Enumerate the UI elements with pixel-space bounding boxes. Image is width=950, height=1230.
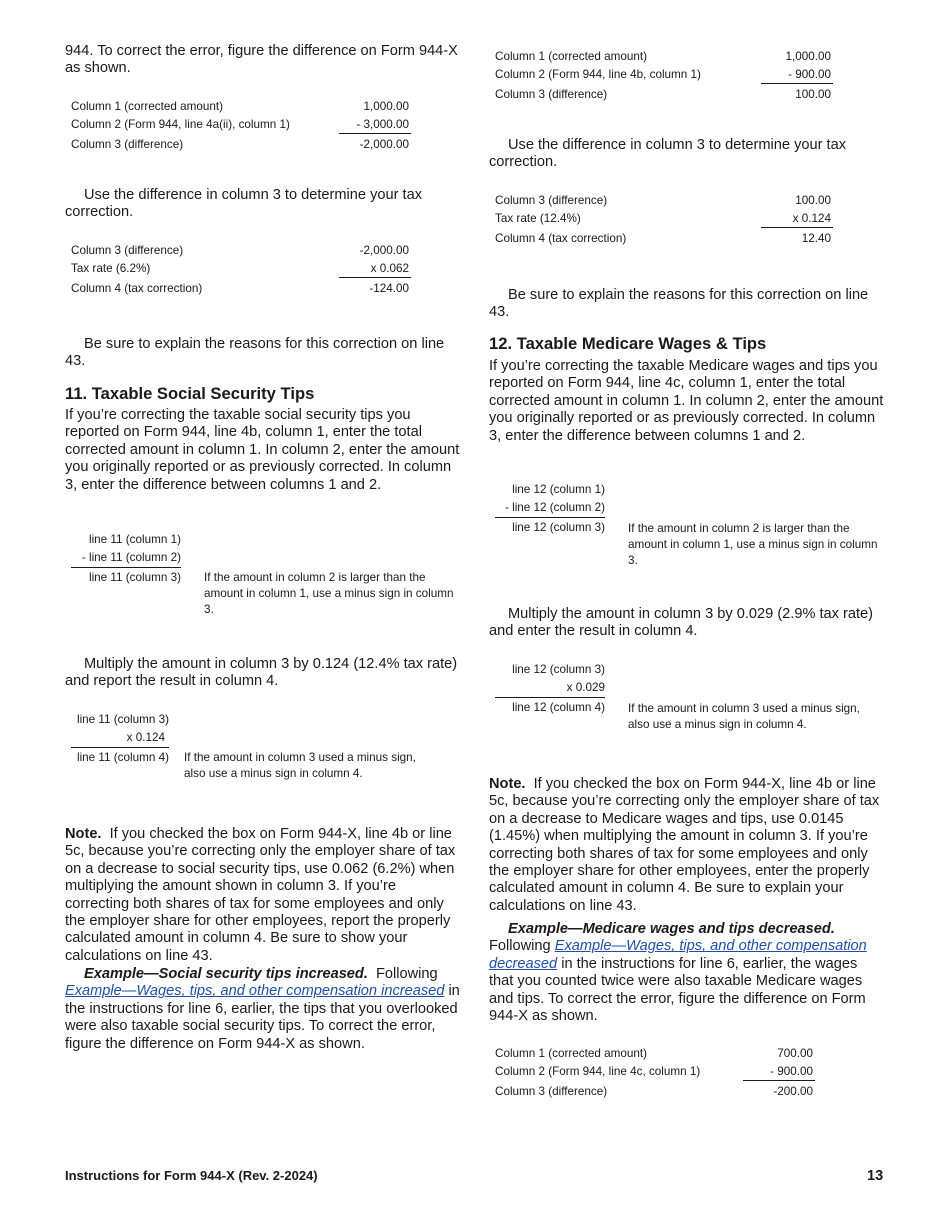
line-item: line 11 (column 3) <box>76 713 169 726</box>
calc-row-value: 100.00 <box>795 194 831 207</box>
sum-rule <box>339 277 411 278</box>
intro-paragraph: 944. To correct the error, figure the difference on Form 944-X as shown. <box>65 43 458 77</box>
calc-row-label: Column 3 (difference) <box>71 244 184 257</box>
line-11-minus-note: If the amount in column 2 is larger than the amount in column 1, use a minus sign in column 3. <box>204 571 454 616</box>
sum-rule <box>495 697 605 698</box>
section-12-body: If you’re correcting the taxable Medicare wages and tips you reported on Form 944, line 4c, column 1, enter the total corrected amount in column 1. In column 2, enter the amount you originally reported or as previously corrected. In column 3, enter the difference between columns 1 and 2. <box>489 358 884 444</box>
calc-table-r1 <box>495 50 833 106</box>
line-12-minus-note: If the amount in column 2 is larger than the amount in column 1, use a minus sign in column 3. <box>628 522 878 567</box>
line-item: line 11 (column 3) <box>88 571 181 584</box>
calc-row-label: Column 4 (tax correction) <box>495 232 627 245</box>
calc-row-label: Column 3 (difference) <box>495 1085 608 1098</box>
line-item: line 12 (column 3) <box>512 521 605 534</box>
sum-rule <box>495 517 605 518</box>
example-pre: Following <box>489 938 551 955</box>
calc-row-label: Column 2 (Form 944, line 4a(ii), column 1) <box>71 118 290 131</box>
line-item: line 12 (column 3) <box>512 663 605 676</box>
line-item: line 12 (column 1) <box>512 483 605 496</box>
calc-table-1 <box>71 100 411 156</box>
section-11-note <box>65 826 461 965</box>
line-11-mult-note: If the amount in column 3 used a minus sign, also use a minus sign in column 4. <box>184 751 416 780</box>
note-label: Note. <box>65 826 102 842</box>
sum-rule <box>71 747 169 748</box>
note-label: Note. <box>489 776 526 792</box>
calc-row-value: 1,000.00 <box>363 100 409 113</box>
explain-paragraph-r: Be sure to explain the reasons for this correction on line 43. <box>489 287 869 321</box>
sum-rule <box>339 133 411 134</box>
example-post: in the instructions for line 6, earlier, the wages that you counted twice were also taxable Medicare wages and tips. To correct the error, figure the difference on Form 944-X as shown. <box>489 955 866 1025</box>
calc-row-label: Column 4 (tax correction) <box>71 282 203 295</box>
calc-row-label: Column 2 (Form 944, line 4b, column 1) <box>495 68 701 81</box>
multiply-paragraph-r: Multiply the amount in column 3 by 0.029 (2.9% tax rate) and enter the result in column 4. <box>489 606 874 640</box>
line-item: x 0.124 <box>126 731 165 744</box>
calc-row-label: Tax rate (12.4%) <box>495 212 581 225</box>
calc-row-value: -2,000.00 <box>359 244 409 257</box>
line-11-subtraction <box>65 533 185 589</box>
sum-rule <box>761 227 833 228</box>
calc-table-r3 <box>495 1047 815 1103</box>
calc-row-value: 700.00 <box>777 1047 813 1060</box>
section-12-heading: 12. Taxable Medicare Wages & Tips <box>489 334 767 353</box>
page-number: 13 <box>867 1168 884 1184</box>
example-link-wages-decreased[interactable]: Example—Wages, tips, and other compensation decreased <box>489 938 867 972</box>
calc-row-value: x 0.124 <box>792 212 831 225</box>
note-text: If you checked the box on Form 944-X, line 4b or line 5c, because you’re correcting only the employer share of tax on a decrease to Medicare wages and tips, use 0.0145 (1.45%) when multiplying the amount in column 3. If you’re correcting both shares of tax for some employees and only the employer share for other employees, enter the properly calculated amount in column 4. Be sure to explain your calculations on line 43. <box>489 776 880 914</box>
line-item: line 12 (column 4) <box>512 701 605 714</box>
line-12-multiplication <box>489 663 609 719</box>
line-11-multiplication <box>65 713 173 769</box>
example-post: in the instructions for line 6, earlier, the tips that you overlooked were also taxable social security tips. To correct the error, figure the difference on Form 944-X as shown. <box>65 983 460 1052</box>
calc-row-value: 1,000.00 <box>785 50 831 63</box>
calc-row-value: - 900.00 <box>770 1065 813 1078</box>
example-label: Example—Medicare wages and tips decreased. <box>508 921 835 937</box>
calc-row-label: Tax rate (6.2%) <box>71 262 151 275</box>
use-diff-paragraph-r: Use the difference in column 3 to determine your tax correction. <box>489 137 847 171</box>
calc-row-value: 12.40 <box>801 232 831 245</box>
example-label: Example—Social security tips increased. <box>84 966 368 982</box>
calc-row-value: -200.00 <box>773 1085 813 1098</box>
calc-row-value: x 0.062 <box>370 262 409 275</box>
calc-row-label: Column 2 (Form 944, line 4c, column 1) <box>495 1065 701 1078</box>
calc-row-value: -124.00 <box>369 282 409 295</box>
section-11-body: If you’re correcting the taxable social security tips you reported on Form 944, line 4b, column 1, enter the total corrected amount in column 1. In column 2, enter the amount you originally reported or as previously corrected. In column 3, enter the difference between columns 1 and 2. <box>65 407 460 493</box>
line-12-mult-note: If the amount in column 3 used a minus sign, also use a minus sign in column 4. <box>628 702 860 731</box>
calc-row-label: Column 1 (corrected amount) <box>495 50 648 63</box>
calc-row-label: Column 3 (difference) <box>495 88 608 101</box>
sum-rule <box>761 83 833 84</box>
calc-row-value: -2,000.00 <box>359 138 409 151</box>
calc-row-label: Column 3 (difference) <box>495 194 608 207</box>
line-12-subtraction <box>489 483 609 539</box>
line-item: line 11 (column 1) <box>88 533 181 546</box>
section-12-example <box>489 921 885 1025</box>
line-item: - line 11 (column 2) <box>81 551 181 564</box>
line-item: x 0.029 <box>566 681 605 694</box>
use-diff-paragraph: Use the difference in column 3 to determine your tax correction. <box>65 187 423 221</box>
calc-table-2 <box>71 244 411 300</box>
section-11-heading: 11. Taxable Social Security Tips <box>65 384 315 403</box>
sum-rule <box>743 1080 815 1081</box>
sum-rule <box>71 567 181 568</box>
section-12-note <box>489 776 885 915</box>
calc-row-label: Column 3 (difference) <box>71 138 184 151</box>
note-text: If you checked the box on Form 944-X, line 4b or line 5c, because you’re correcting only the employer share of tax on a decrease to social security tips, use 0.062 (6.2%) when multiplying the amount shown in column 3. If you’re correcting both shares of tax for some employees and only the employer share for other employees, report the properly calculated amount in column 4. Be sure to show your calculations on line 43. <box>65 826 456 964</box>
calc-row-value: - 900.00 <box>788 68 831 81</box>
calc-row-label: Column 1 (corrected amount) <box>495 1047 648 1060</box>
line-item: - line 12 (column 2) <box>504 501 605 514</box>
footer-title: Instructions for Form 944-X (Rev. 2-2024) <box>65 1168 318 1183</box>
calc-table-r2 <box>495 194 833 250</box>
example-pre: Following <box>376 966 438 982</box>
section-11-example <box>65 966 461 1053</box>
calc-row-value: - 3,000.00 <box>356 118 409 131</box>
calc-row-value: 100.00 <box>795 88 831 101</box>
explain-paragraph: Be sure to explain the reasons for this correction on line 43. <box>65 336 445 370</box>
multiply-paragraph: Multiply the amount in column 3 by 0.124 (12.4% tax rate) and report the result in column 4. <box>65 656 458 690</box>
example-link-wages-increased[interactable]: Example—Wages, tips, and other compensation increased <box>65 983 445 1000</box>
line-item: line 11 (column 4) <box>76 751 169 764</box>
calc-row-label: Column 1 (corrected amount) <box>71 100 224 113</box>
